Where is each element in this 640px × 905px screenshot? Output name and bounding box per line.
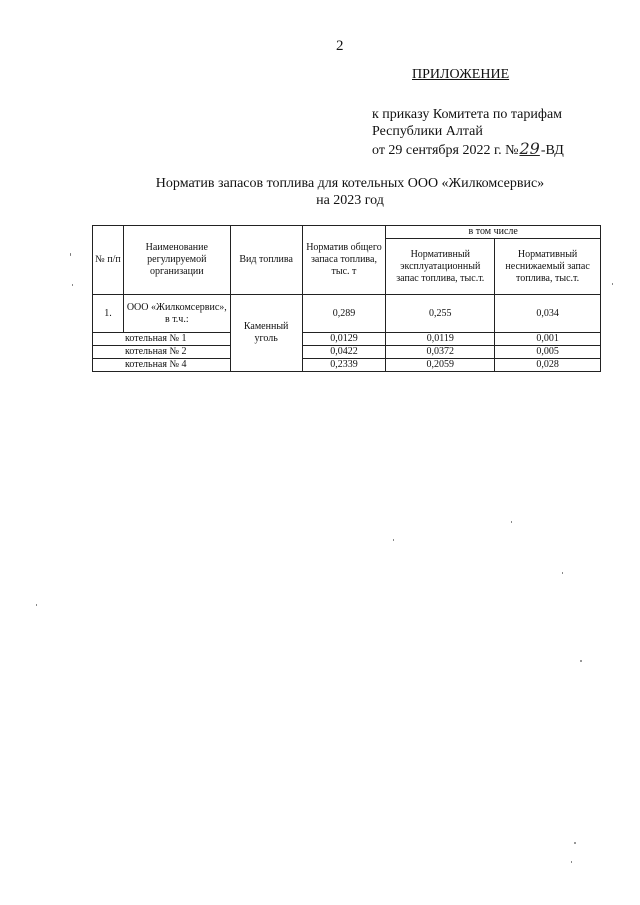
document-title-line-2: на 2023 год xyxy=(316,193,384,208)
order-reference-line-1: к приказу Комитета по тарифам xyxy=(372,107,563,122)
header-operational-reserve: Нормативный эксплуатационный запас топлива, тыс.т. xyxy=(386,239,495,295)
order-reference xyxy=(372,106,564,159)
handwritten-order-number: 29 xyxy=(519,139,540,158)
page-number: 2 xyxy=(336,38,344,54)
order-date-prefix: от 29 сентября 2022 г. № xyxy=(372,143,519,158)
boiler-total: 0,0422 xyxy=(302,346,386,359)
appendix-title: ПРИЛОЖЕНИЕ xyxy=(412,67,510,82)
row-fuel-type: Каменный уголь xyxy=(230,295,302,372)
boiler-name: котельная № 1 xyxy=(93,333,231,346)
header-total-reserve: Норматив общего запаса топлива, тыс. т xyxy=(302,226,386,295)
order-number-suffix: -ВД xyxy=(540,143,564,158)
document-title-line-1: Норматив запасов топлива для котельных ООО «Жилкомсервис» xyxy=(155,176,545,191)
header-fuel-type: Вид топлива xyxy=(230,226,302,295)
table-row xyxy=(93,359,601,372)
table-row xyxy=(93,346,601,359)
table-row xyxy=(93,295,601,333)
row-operational: 0,255 xyxy=(386,295,495,333)
document-title xyxy=(92,175,608,209)
boiler-operational: 0,2059 xyxy=(386,359,495,372)
order-reference-line-3 xyxy=(372,140,564,159)
row-organization: ООО «Жилкомсервис», в т.ч.: xyxy=(123,295,230,333)
order-reference-line-2: Республики Алтай xyxy=(372,124,483,139)
header-num: № п/п xyxy=(93,226,124,295)
boiler-operational: 0,0119 xyxy=(386,333,495,346)
header-irreducible-reserve: Нормативный неснижаемый запас топлива, тыс.т. xyxy=(495,239,601,295)
table-header-row xyxy=(93,226,601,239)
boiler-irreducible: 0,001 xyxy=(495,333,601,346)
row-num: 1. xyxy=(93,295,124,333)
boiler-irreducible: 0,028 xyxy=(495,359,601,372)
boiler-irreducible: 0,005 xyxy=(495,346,601,359)
boiler-operational: 0,0372 xyxy=(386,346,495,359)
row-total: 0,289 xyxy=(302,295,386,333)
header-including: в том числе xyxy=(386,226,601,239)
boiler-total: 0,0129 xyxy=(302,333,386,346)
row-irreducible: 0,034 xyxy=(495,295,601,333)
boiler-name: котельная № 2 xyxy=(93,346,231,359)
fuel-norms-table xyxy=(92,225,601,372)
header-organization: Наименование регулируемой организации xyxy=(123,226,230,295)
boiler-total: 0,2339 xyxy=(302,359,386,372)
boiler-name: котельная № 4 xyxy=(93,359,231,372)
table-row xyxy=(93,333,601,346)
